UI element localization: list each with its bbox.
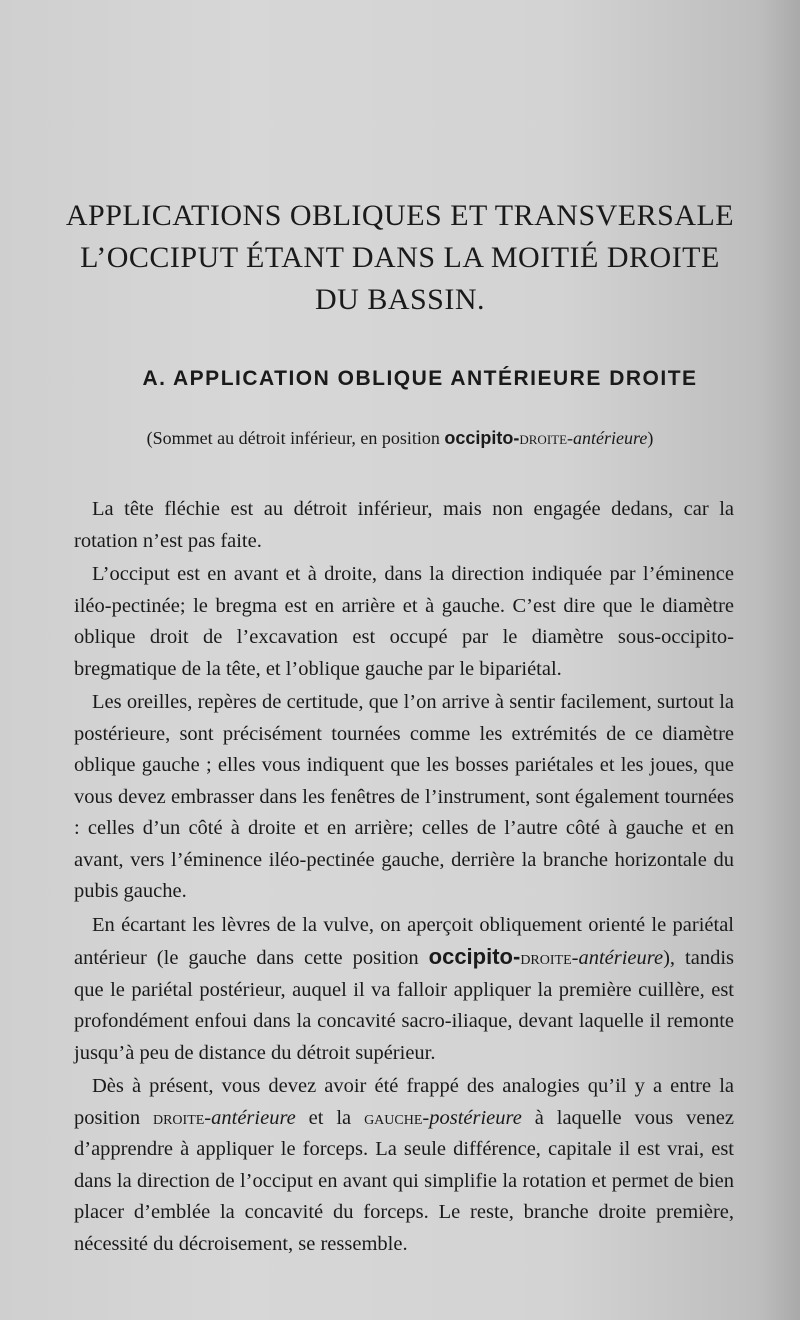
chapter-title-line-3: DU BASSIN. [314,283,486,316]
paragraph-3: Les oreilles, repères de certitude, que l’on arrive à sentir facilement, surtout la postérieure, sont précisément tournées comme les extrémités de ce diamètre oblique gauche ; elles vous indiquent que les bosses pariétales et les joues, que vous devez embrasser dans les fenêtres de l’instrument, sont également tournées : celles d’un côté à droite et en arrière; celles de l’autre côté à gauche et en avant, vers l’éminence iléo-pectinée gauche, derrière la branche horizontale du pubis gauche. [74,691,734,902]
p4-smallcaps: droite- [520,947,579,969]
p5-smallcaps-1: droite- [152,1106,212,1129]
section-subtitle [40,428,760,449]
subtitle-smallcaps: droite- [519,428,574,448]
p5-smallcaps-2: gauche- [364,1106,430,1129]
p4-italic: antérieure [578,947,664,969]
paragraph-2: L’occiput est en avant et à droite, dans la direction indiquée par l’éminence iléo-pectinée; le bregma est en arrière et à gauche. C’est dire que le diamètre oblique droit de l’excavation est occupé par le diamètre sous-occipito-bregmatique de la tête, et l’oblique gauche par le bipariétal. [74,563,734,680]
subtitle-suffix: ) [647,428,654,448]
p5-text-b: et la [295,1106,365,1129]
body-text [74,494,734,1260]
paragraph-1: La tête fléchie est au détroit inférieur, mais non engagée dedans, car la rotation n’est pas faite. [74,498,734,552]
p5-text-c: à laquelle vous venez d’apprendre à appliquer le forceps. La seule différence, capitale il est vrai, est dans la direction de l’occiput en avant qui simplifie la rotation et permet de bien placer d’emblée la concavité du forceps. Le reste, branche droite première, nécessité du décroisement, se ressemble. [74,1106,734,1255]
p4-text-b: ), tandis que le pariétal postérieur, auquel il va falloir appliquer la première cuillère, est profondément enfoui dans la concavité sacro-iliaque, devant laquelle il remonte jusqu’à peu de distance du détroit supérieur. [74,947,734,1064]
p4-text-a: En écartant les lèvres de la vulve, on aperçoit obliquement orienté le pariétal antérieur (le gauche dans cette position [74,913,734,969]
p5-italic-2: postérieure [429,1106,522,1129]
paragraph-5 [74,1071,734,1260]
chapter-title [40,195,760,321]
p5-text-a: Dès à présent, vous devez avoir été frappé des analogies qu’il y a entre la position [74,1075,734,1129]
subtitle-bold: occipito- [444,428,520,448]
chapter-title-line-2: L’OCCIPUT ÉTANT DANS LA MOITIÉ DROITE [80,241,720,274]
section-heading: A. APPLICATION OBLIQUE ANTÉRIEURE DROITE [142,367,698,390]
chapter-title-line-1: APPLICATIONS OBLIQUES ET TRANSVERSALE [65,199,735,232]
subtitle-italic: antérieure [573,428,648,448]
subtitle-prefix: (Sommet au détroit inférieur, en position [146,428,445,448]
p5-italic-1: antérieure [211,1106,296,1129]
p4-bold: occipito- [428,944,521,969]
paragraph-4 [74,910,734,1070]
